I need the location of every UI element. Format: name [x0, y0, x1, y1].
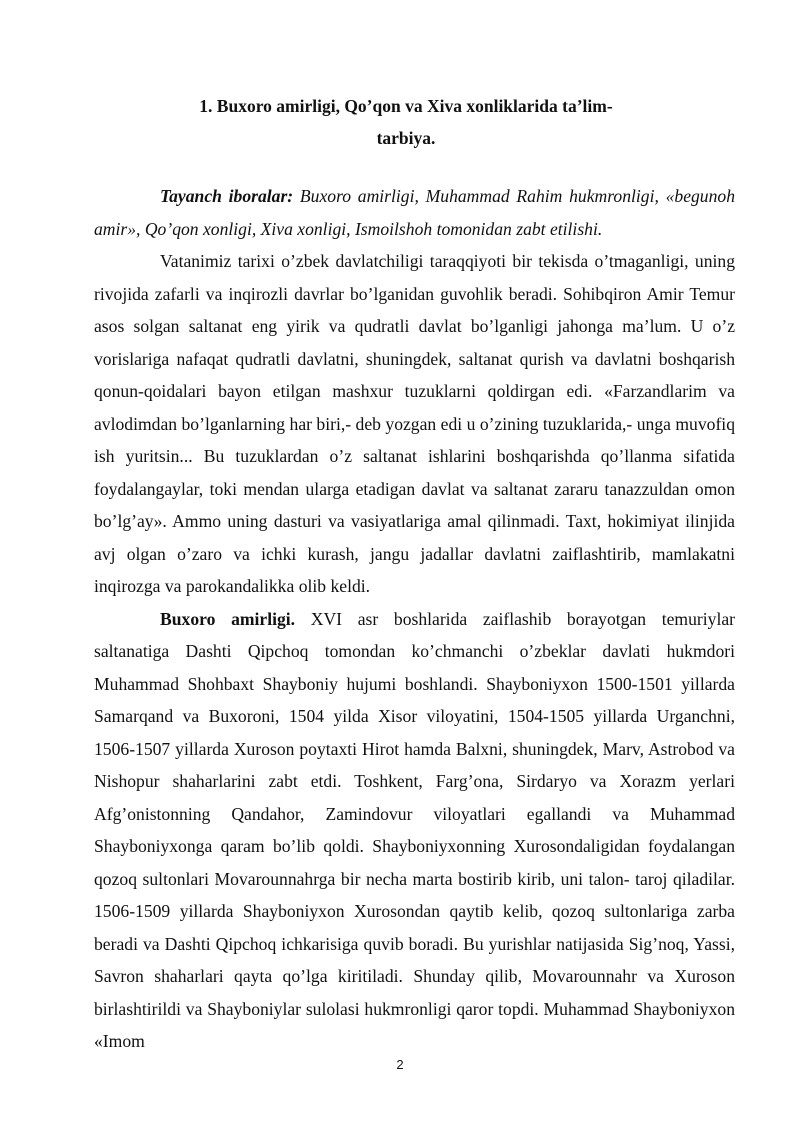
page-title [0, 90, 800, 154]
keywords-paragraph [94, 180, 735, 245]
paragraph-2-text: XVI asr boshlarida zaiflashib borayotgan temuriylar saltanatiga Dashti Qipchoq tomondan ko’chmanchi o’zbeklar davlati hukmdori Muhammad Shohbaxt Shayboniy hujumi boshlandi. Shayboniyxon 1500-1501 yillarda Samarqand va Buxoroni, 1504 yilda Xisor viloyatini, 1504-1505 yillarda Urganchni, 1506-1507 yillarda Xuroson poytaxti Hirot hamda Balxni, shuningdek, Marv, Astrobod va Nishopur shaharlarini zabt etdi. Toshkent, Farg’ona, Sirdaryo va Xorazm yerlari Afg’onistonning Qandahor, Zamindovur viloyatlari egallandi va Muhammad Shayboniyxonga qaram bo’lib qoldi. Shayboniyxonning Xurosondaligidan foydalangan qozoq sultonlari Movarounnahrga bir necha marta bostirib kirib, uni talon- taroj qiladilar. 1506-1509 yillarda Shayboniyxon Xurosondan qaytib kelib, qozoq sultonlariga zarba beradi va Dashti Qipchoq ichkarisiga quvib boradi. Bu yurishlar natijasida Sig’noq, Yassi, Savron shaharlari qayta qo’lga kiritiladi. Shunday qilib, Movarounnahr va Xuroson birlashtirildi va Shayboniylar sulolasi hukmronligi qaror topdi. Muhammad Shayboniyxon «Imom [94, 608, 736, 1051]
keywords-text: Buxoro amirligi, Muhammad Rahim hukmronligi, «begunoh amir», Qo’qon xonligi, Xiva xonligi, Ismoilshoh tomonidan zabt etilishi. [94, 186, 735, 239]
document-body [94, 180, 735, 1058]
title-line-2: tarbiya. [376, 128, 436, 148]
paragraph-1: Vatanimiz tarixi o’zbek davlatchiligi taraqqiyoti bir tekisda o’tmaganligi, uning rivojida zafarli va inqirozli davrlar bo’lganidan guvohlik beradi. Sohibqiron Amir Temur asos solgan saltanat eng yirik va qudratli davlat bo’lganligi jahonga ma’lum. U o’z vorislariga nafaqat qudratli davlatni, shuningdek, saltanat qurish va davlatni boshqarish qonun-qoidalari bayon etilgan mashxur tuzuklarni qoldirgan edi. «Farzandlarim va avlodimdan bo’lganlarning har biri,- deb yozgan edi u o’zining tuzuklarida,- unga muvofiq ish yuritsin... Bu tuzuklardan o’z saltanat ishlarini boshqarishda qo’llanma sifatida foydalangaylar, toki mendan ularga etadigan davlat va saltanat zararu tanazzuldan omon bo’lg’ay». Ammo uning dasturi va vasiyatlariga amal qilinmadi. Taxt, hokimiyat ilinjida avj olgan o’zaro va ichki kurash, jangu jadallar davlatni zaiflashtirib, mamlakatni inqirozga va parokandalikka olib keldi. [94, 251, 735, 596]
section-heading-buxoro: Buxoro amirligi. [160, 608, 296, 629]
keywords-label: Tayanch iboralar: [160, 186, 294, 206]
page-number: 2 [396, 1057, 404, 1072]
title-line-1: 1. Buxoro amirligi, Qo’qon va Xiva xonliklarida ta’lim- [199, 96, 613, 116]
paragraph-2 [94, 603, 735, 1058]
